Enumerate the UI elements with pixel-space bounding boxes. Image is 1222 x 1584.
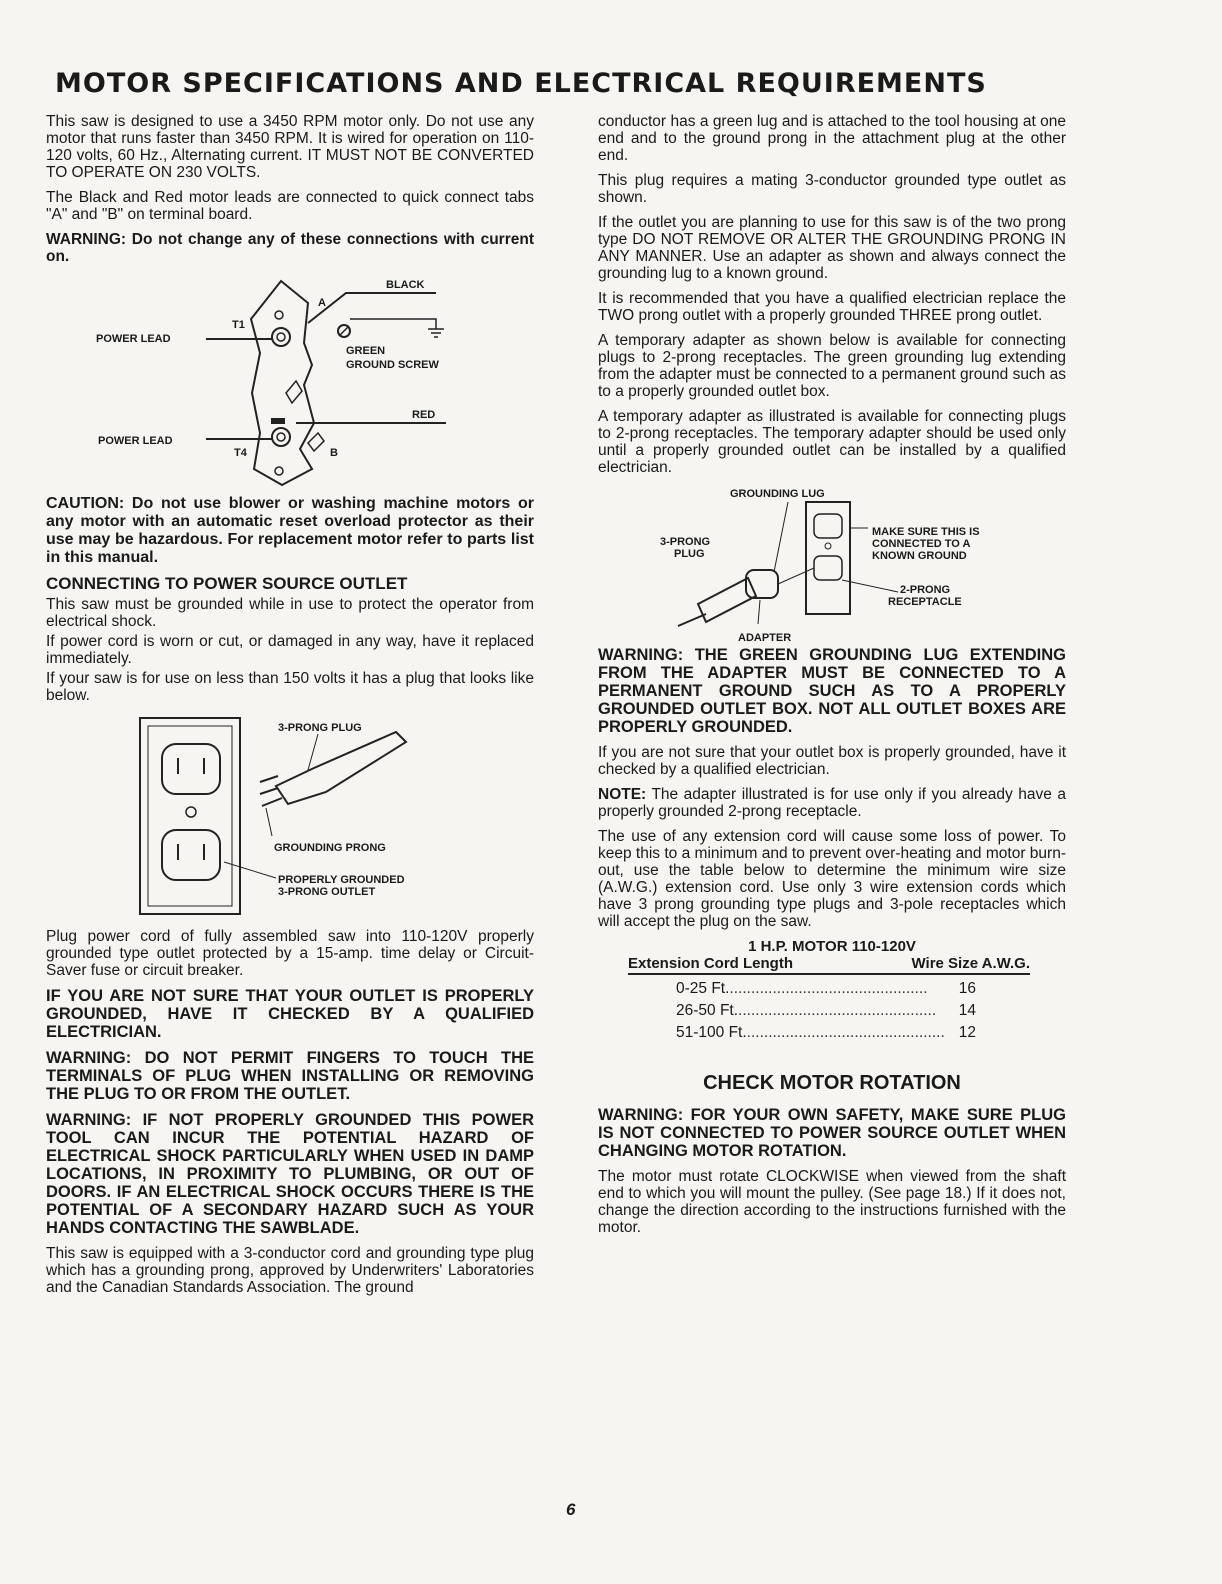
label-t4: T4 <box>234 447 247 459</box>
wire-table-header <box>628 955 1030 975</box>
label-grounding-prong: GROUNDING PRONG <box>274 842 386 854</box>
label-a: A <box>318 297 326 309</box>
label-make-sure: MAKE SURE THIS IS <box>872 526 980 538</box>
outlet-plug-diagram <box>46 712 534 928</box>
label-connected-to: CONNECTED TO A <box>872 538 971 550</box>
mating-outlet-paragraph: This plug requires a mating 3-conductor grounded type outlet as shown. <box>598 172 1066 206</box>
table-row <box>676 1002 976 1019</box>
motor-spec-paragraph: This saw is designed to use a 3450 RPM motor only. Do not use any motor that runs faster than 3450 RPM. It is wired for operation on 110-120 volts, 60 Hz., Alternating current. IT MUST NOT BE CONVERTED TO OPERATE ON 230 VOLTS. <box>46 113 534 181</box>
label-2-prong: 2-PRONG <box>900 584 951 596</box>
table-row <box>676 1024 976 1041</box>
row-length: 51-100 Ft. <box>676 1024 747 1041</box>
label-power-lead-top: POWER LEAD <box>96 333 171 345</box>
green-lug-paragraph: conductor has a green lug and is attached to the tool housing at one end and to the ground prong in the attachment plug at the other end. <box>598 113 1066 164</box>
rotation-paragraph: The motor must rotate CLOCKWISE when viewed from the shaft end to which you will mount the pulley. (See page 18.) If it does not, change the direction according to the instructions furnished with the motor. <box>598 1168 1066 1236</box>
caution-paragraph: CAUTION: Do not use blower or washing machine motors or any motor with an automatic reset overload protector as their use may be hazardous. For replacement motor refer to parts list in this manual. <box>46 495 534 566</box>
label-ground-screw: GROUND SCREW <box>346 359 439 371</box>
row-size: 16 <box>958 980 976 997</box>
label-receptacle: RECEPTACLE <box>888 596 962 608</box>
terminal-board-drawing <box>46 273 534 491</box>
rotation-heading: CHECK MOTOR ROTATION <box>703 1072 961 1094</box>
right-column <box>598 113 1066 1244</box>
table-row <box>676 980 976 997</box>
row-length: 0-25 Ft. <box>676 980 730 997</box>
label-3-prong-outlet: 3-PRONG OUTLET <box>278 886 376 898</box>
wire-table-title: 1 H.P. MOTOR 110-120V <box>748 938 916 955</box>
ground-paragraph: This saw must be grounded while in use to protect the operator from electrical shock. <box>46 596 534 630</box>
fingers-warning: WARNING: DO NOT PERMIT FINGERS TO TOUCH THE TERMINALS OF PLUG WHEN INSTALLING OR REMOVING THE PLUG TO OR FROM THE OUTLET. <box>46 1049 534 1103</box>
note-text: The adapter illustrated is for use only if you already have a properly grounded 2-prong receptacle. <box>598 786 1066 820</box>
label-power-lead-bottom: POWER LEAD <box>98 435 173 447</box>
conductor-cord-paragraph: This saw is equipped with a 3-conductor cord and grounding type plug which has a grounding prong, approved by Underwriters' Laboratories and the Canadian Standards Association. The ground <box>46 1245 534 1296</box>
connecting-heading: CONNECTING TO POWER SOURCE OUTLET <box>46 574 408 593</box>
power-cord-paragraph: If power cord is worn or cut, or damaged in any way, have it replaced immediately. <box>46 633 534 667</box>
motor-leads-paragraph: The Black and Red motor leads are connected to quick connect tabs "A" and "B" on terminal board. <box>46 189 534 223</box>
terminal-board-diagram <box>46 273 534 491</box>
temporary-adapter-paragraph-2: A temporary adapter as illustrated is available for connecting plugs to 2-prong receptacles. The temporary adapter should be used only until a properly grounded outlet can be installed by a qualified electrician. <box>598 408 1066 476</box>
shock-hazard-warning: WARNING: IF NOT PROPERLY GROUNDED THIS POWER TOOL CAN INCUR THE POTENTIAL HAZARD OF ELECTRICAL SHOCK PARTICULARLY WHEN USED IN DAMP LOCATIONS, IN PROXIMITY TO PLUMBING, OR OUT OF DOORS. IF AN ELECTRICAL SHOCK OCCURS THERE IS THE POTENTIAL OF A SECONDARY HAZARD SUCH AS YOUR HANDS CONTACTING THE SAWBLADE. <box>46 1111 534 1237</box>
label-red: RED <box>412 409 436 421</box>
row-leader: .............................................. <box>746 1024 945 1041</box>
row-leader: .............................................. <box>738 1002 937 1019</box>
replace-outlet-paragraph: It is recommended that you have a qualified electrician replace the TWO prong outlet with a properly grounded THREE prong outlet. <box>598 290 1066 324</box>
connection-warning: WARNING: Do not change any of these connections with current on. <box>46 231 534 265</box>
label-3-prong-plug: 3-PRONG PLUG <box>278 722 362 734</box>
extension-cord-paragraph: The use of any extension cord will cause some loss of power. To keep this to a minimum and to prevent over-heating and motor burn-out, use the table below to determine the minimum wire size (A.W.G.) extension cord. Use only 3 wire extension cords which have 3 prong grounding type plugs and 3-pole receptacles which will accept the plug on the saw. <box>598 828 1066 930</box>
plug-power-cord-paragraph: Plug power cord of fully assembled saw into 110-120V properly grounded type outlet protected by a 15-amp. time delay or Circuit-Saver fuse or circuit breaker. <box>46 928 534 979</box>
row-length: 26-50 Ft. <box>676 1002 739 1019</box>
adapter-note <box>598 786 1066 820</box>
label-properly-grounded: PROPERLY GROUNDED <box>278 874 405 886</box>
col-wire-size: Wire Size A.W.G. <box>911 955 1030 972</box>
page-number: 6 <box>566 1500 576 1519</box>
temporary-adapter-paragraph-1: A temporary adapter as shown below is available for connecting plugs to 2-prong receptacles. The green grounding lug extending from the adapter must be connected to a permanent ground such as to a properly grounded outlet box. <box>598 332 1066 400</box>
grounding-check-notice: IF YOU ARE NOT SURE THAT YOUR OUTLET IS PROPERLY GROUNDED, HAVE IT CHECKED BY A QUALIFIED ELECTRICIAN. <box>46 987 534 1041</box>
adapter-drawing <box>598 484 1066 646</box>
col-extension-cord-length: Extension Cord Length <box>628 955 793 972</box>
label-3-prong: 3-PRONG <box>660 536 711 548</box>
plug-type-paragraph: If your saw is for use on less than 150 volts it has a plug that looks like below. <box>46 670 534 704</box>
green-lug-warning: WARNING: THE GREEN GROUNDING LUG EXTENDING FROM THE ADAPTER MUST BE CONNECTED TO A PERMANENT GROUND SUCH AS TO A PROPERLY GROUNDED OUTLET BOX. NOT ALL OUTLET BOXES ARE PROPERLY GROUNDED. <box>598 646 1066 736</box>
label-green: GREEN <box>346 345 386 357</box>
label-plug: PLUG <box>674 548 705 560</box>
outlet-check-paragraph: If you are not sure that your outlet box is properly grounded, have it checked by a qualified electrician. <box>598 744 1066 778</box>
label-b: B <box>330 447 338 459</box>
row-leader: .............................................. <box>729 980 928 997</box>
note-label: NOTE: <box>598 786 647 803</box>
page-title: MOTOR SPECIFICATIONS AND ELECTRICAL REQUIREMENTS <box>55 68 987 99</box>
label-known-ground: KNOWN GROUND <box>872 550 967 562</box>
two-prong-paragraph: If the outlet you are planning to use for this saw is of the two prong type DO NOT REMOVE OR ALTER THE GROUNDING PRONG IN ANY MANNER. Use an adapter as shown and always connect the grounding lug to a known ground. <box>598 214 1066 282</box>
adapter-diagram <box>598 484 1066 646</box>
left-column <box>46 113 534 1304</box>
label-grounding-lug: GROUNDING LUG <box>730 488 825 500</box>
label-t1: T1 <box>232 319 245 331</box>
label-black: BLACK <box>386 279 425 291</box>
row-size: 12 <box>958 1024 976 1041</box>
row-size: 14 <box>958 1002 976 1019</box>
label-adapter: ADAPTER <box>738 632 792 644</box>
rotation-warning: WARNING: FOR YOUR OWN SAFETY, MAKE SURE PLUG IS NOT CONNECTED TO POWER SOURCE OUTLET WHEN CHANGING MOTOR ROTATION. <box>598 1106 1066 1160</box>
